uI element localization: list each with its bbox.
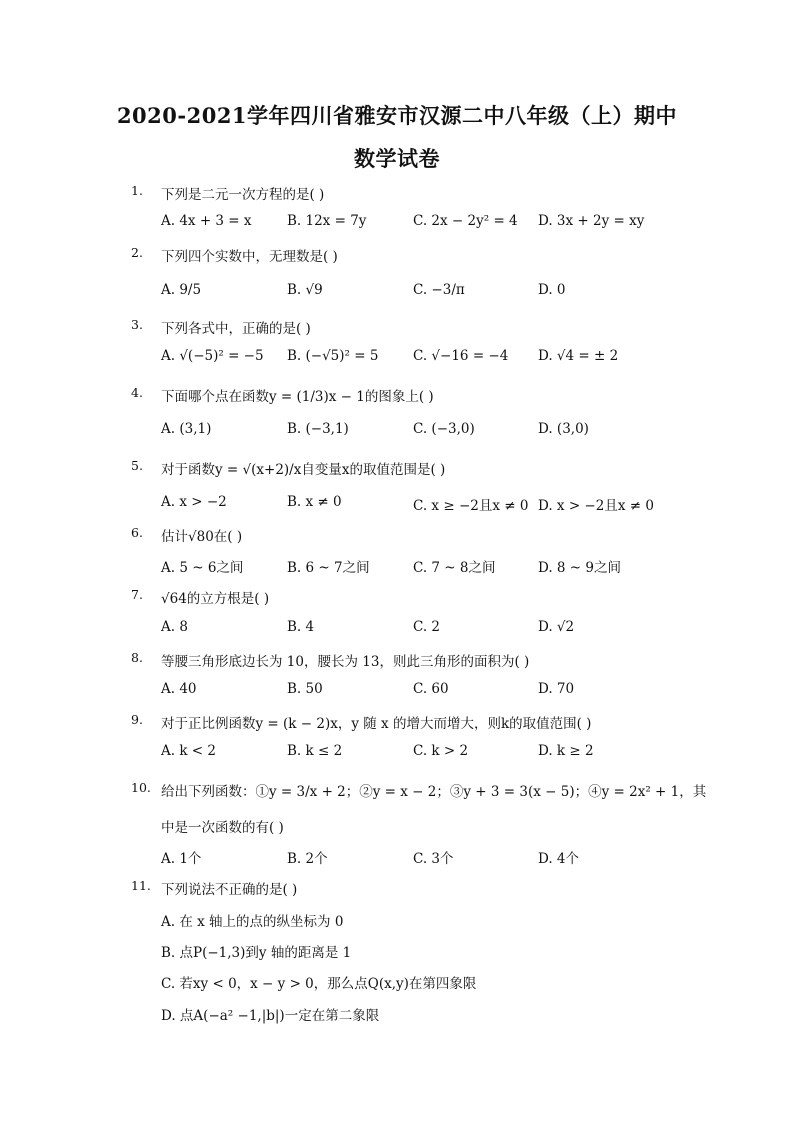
option-d: D. 0 bbox=[538, 282, 566, 298]
option-a: A. (3,1) bbox=[161, 421, 212, 437]
option-c: C. 3个 bbox=[413, 851, 454, 867]
question-text: 对于正比例函数y = (k − 2)x，y 随 x 的增大而增大，则k的取值范围( ) bbox=[161, 716, 592, 732]
option-b: B. 2个 bbox=[287, 851, 328, 867]
option-a: A. √(−5)² = −5 bbox=[161, 348, 264, 364]
option-a: A. 5 ~ 6之间 bbox=[161, 560, 244, 576]
option-c: C. −3/π bbox=[413, 282, 465, 298]
option-c: C. 2 bbox=[413, 619, 441, 635]
option-c: C. 7 ~ 8之间 bbox=[413, 560, 496, 576]
option-b: B. 50 bbox=[287, 681, 323, 697]
question-text: 下列各式中，正确的是( ) bbox=[161, 321, 311, 337]
option-d: D. k ≥ 2 bbox=[538, 743, 594, 759]
question-number: 11. bbox=[131, 878, 151, 893]
option-a: A. 1个 bbox=[161, 851, 202, 867]
question-number: 6. bbox=[131, 525, 143, 540]
option-d: D. 3x + 2y = xy bbox=[538, 213, 645, 229]
question-number: 2. bbox=[131, 245, 143, 260]
option-c: C. x ≥ −2且x ≠ 0 bbox=[413, 498, 529, 514]
option-b: B. (−3,1) bbox=[287, 421, 349, 437]
option-b: B. 点P(−1,3)到y 轴的距离是 1 bbox=[161, 945, 352, 961]
option-a: A. 40 bbox=[161, 681, 197, 697]
option-d: D. 4个 bbox=[538, 851, 580, 867]
question-text: 下列四个实数中，无理数是( ) bbox=[161, 249, 338, 265]
question-number: 5. bbox=[131, 458, 143, 473]
question-number: 10. bbox=[131, 780, 151, 795]
question-text: √64的立方根是( ) bbox=[161, 591, 270, 607]
option-c: C. √−16 = −4 bbox=[413, 348, 509, 364]
option-c: C. 60 bbox=[413, 681, 449, 697]
option-a: A. 8 bbox=[161, 619, 188, 635]
question-text: 估计√80在( ) bbox=[161, 529, 243, 545]
option-b: B. 4 bbox=[287, 619, 315, 635]
option-c: C. (−3,0) bbox=[413, 421, 475, 437]
option-a: A. k < 2 bbox=[161, 743, 216, 759]
option-a: A. x > −2 bbox=[161, 494, 227, 510]
question-text: 对于函数y = √(x+2)/x自变量x的取值范围是( ) bbox=[161, 462, 446, 478]
question-number: 9. bbox=[131, 712, 143, 727]
option-a: A. 9/5 bbox=[161, 282, 202, 298]
question-number: 7. bbox=[131, 587, 143, 602]
option-b: B. 12x = 7y bbox=[287, 213, 367, 229]
option-d: D. x > −2且x ≠ 0 bbox=[538, 498, 654, 514]
question-text-continued: 中是一次函数的有( ) bbox=[161, 820, 284, 836]
option-a: A. 在 x 轴上的点的纵坐标为 0 bbox=[161, 914, 344, 930]
option-c: C. 2x − 2y² = 4 bbox=[413, 213, 518, 229]
question-number: 1. bbox=[131, 183, 143, 198]
option-b: B. k ≤ 2 bbox=[287, 743, 343, 759]
question-text: 下列是二元一次方程的是( ) bbox=[161, 187, 325, 203]
option-c: C. 若xy < 0，x − y > 0，那么点Q(x,y)在第四象限 bbox=[161, 976, 477, 992]
question-text: 等腰三角形底边长为 10，腰长为 13，则此三角形的面积为( ) bbox=[161, 654, 530, 670]
title-line-1: 2020-2021学年四川省雅安市汉源二中八年级（上）期中 bbox=[116, 103, 678, 128]
option-b: B. x ≠ 0 bbox=[287, 494, 342, 510]
option-d: D. (3,0) bbox=[538, 421, 589, 437]
question-text: 下面哪个点在函数y = (1/3)x − 1的图象上( ) bbox=[161, 389, 434, 405]
option-d: D. 70 bbox=[538, 681, 575, 697]
option-d: D. 8 ~ 9之间 bbox=[538, 560, 621, 576]
option-d: D. √2 bbox=[538, 619, 575, 635]
option-c: C. k > 2 bbox=[413, 743, 469, 759]
question-text: 给出下列函数：①y = 3/x + 2；②y = x − 2；③y + 3 = 3(x − 5)；④y = 2x² + 1，其 bbox=[161, 784, 707, 800]
option-b: B. √9 bbox=[287, 282, 323, 298]
option-a: A. 4x + 3 = x bbox=[161, 213, 252, 229]
question-number: 3. bbox=[131, 317, 143, 332]
option-d: D. √4 = ± 2 bbox=[538, 348, 619, 364]
title-line-2: 数学试卷 bbox=[354, 146, 440, 171]
option-b: B. (−√5)² = 5 bbox=[287, 348, 379, 364]
option-b: B. 6 ~ 7之间 bbox=[287, 560, 370, 576]
question-text: 下列说法不正确的是( ) bbox=[161, 882, 298, 898]
question-number: 8. bbox=[131, 650, 143, 665]
option-d: D. 点A(−a² −1,|b|)一定在第二象限 bbox=[161, 1008, 380, 1024]
question-number: 4. bbox=[131, 385, 143, 400]
